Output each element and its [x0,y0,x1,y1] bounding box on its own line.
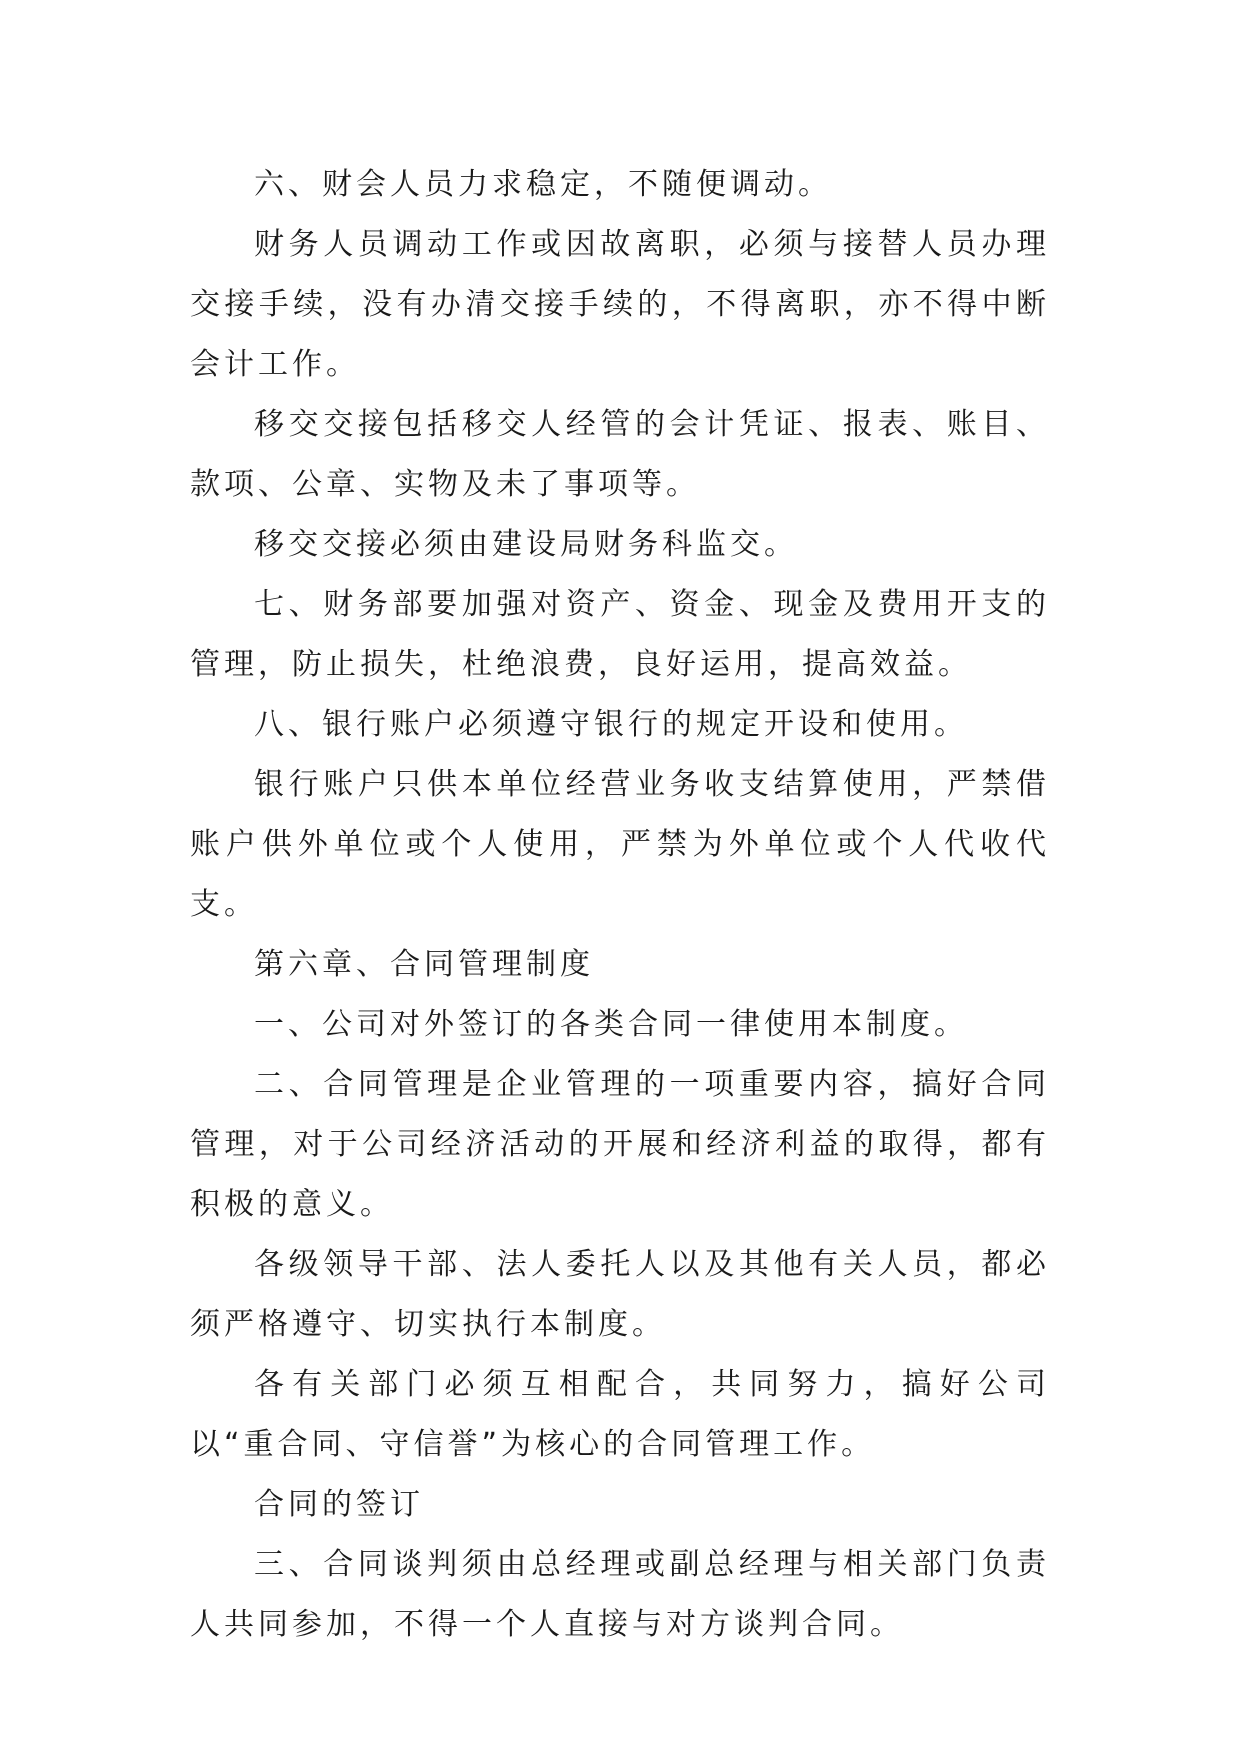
paragraph-contract-negotiation: 三、合同谈判须由总经理或副总经理与相关部门负责人共同参加，不得一个人直接与对方谈判合同。 [190,1547,1050,1642]
paragraph-contract-scope: 一、公司对外签订的各类合同一律使用本制度。 [254,1007,968,1042]
paragraph-handover-required: 财务人员调动工作或因故离职，必须与接替人员办理交接手续，没有办清交接手续的，不得离职，亦不得中断会计工作。 [190,227,1050,382]
document-body [190,155,1050,1655]
paragraph-cooperation: 各有关部门必须互相配合，共同努力，搞好公司以“重合同、守信誉”为核心的合同管理工作。 [190,1367,1050,1462]
section-heading-contract-signing: 合同的签订 [254,1487,424,1522]
paragraph-handover-contents: 移交交接包括移交人经管的会计凭证、报表、账目、款项、公章、实物及未了事项等。 [190,407,1050,502]
paragraph-bank-account-rules: 八、银行账户必须遵守银行的规定开设和使用。 [254,707,968,742]
paragraph-asset-management: 七、财务部要加强对资产、资金、现金及费用开支的管理，防止损失，杜绝浪费，良好运用，提高效益。 [190,587,1050,682]
chapter-heading-contracts: 第六章、合同管理制度 [254,947,594,982]
paragraph-bank-account-usage: 银行账户只供本单位经营业务收支结算使用，严禁借账户供外单位或个人使用，严禁为外单位或个人代收代支。 [190,767,1050,922]
paragraph-contract-importance: 二、合同管理是企业管理的一项重要内容，搞好合同管理，对于公司经济活动的开展和经济利益的取得，都有积极的意义。 [190,1067,1050,1222]
paragraph-handover-supervision: 移交交接必须由建设局财务科监交。 [254,527,798,562]
paragraph-staff-stability: 六、财会人员力求稳定，不随便调动。 [254,167,832,202]
paragraph-compliance: 各级领导干部、法人委托人以及其他有关人员，都必须严格遵守、切实执行本制度。 [190,1247,1050,1342]
